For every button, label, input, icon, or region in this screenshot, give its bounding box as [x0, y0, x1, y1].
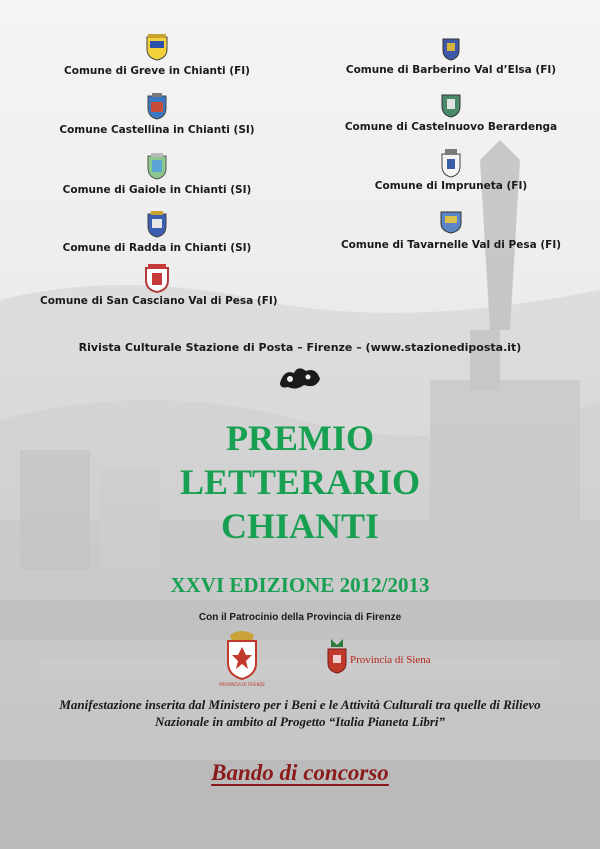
municipality-tavarnelle	[326, 210, 576, 251]
radda-crest-icon	[146, 210, 168, 238]
san-casciano-crest-icon	[144, 263, 170, 293]
greve-crest-icon	[145, 33, 169, 61]
provincia-firenze-logo	[219, 629, 265, 689]
ministry-text: Manifestazione inserita dal Ministero per i Beni e le Attività Culturali tra quelle di Rilievo Nazionale in ambito al Progetto “Italia Pianeta Libri”	[59, 697, 541, 729]
municipality-label: Comune di Gaiole in Chianti (SI)	[62, 184, 252, 196]
castelnuovo-crest-icon	[441, 92, 461, 118]
municipality-label: Comune di Greve in Chianti (FI)	[64, 65, 250, 77]
provincia-firenze-logo-text: PROVINCIA DI FIRENZE	[219, 682, 265, 687]
municipality-label: Comune di San Casciano Val di Pesa (FI)	[40, 295, 278, 307]
municipality-label: Comune di Castelnuovo Berardenga	[344, 121, 558, 133]
title-line-2: LETTERARIO	[179, 462, 421, 502]
municipality-impruneta	[326, 148, 576, 192]
municipality-castelnuovo	[326, 92, 576, 133]
edition-title: XXVI EDIZIONE 2012/2013	[170, 573, 430, 597]
municipality-label: Comune di Impruneta (FI)	[374, 180, 528, 192]
impruneta-crest-icon	[440, 148, 462, 178]
castellina-crest-icon	[146, 92, 168, 120]
municipality-castellina	[40, 92, 274, 136]
municipality-label: Comune di Tavarnelle Val di Pesa (FI)	[340, 239, 562, 251]
provincia-siena-label: Provincia di Siena	[350, 654, 431, 666]
municipality-barberino	[326, 37, 576, 76]
municipality-label: Comune Castellina in Chianti (SI)	[59, 124, 255, 136]
municipality-label: Comune di Barberino Val d’Elsa (FI)	[345, 64, 557, 76]
stazione-di-posta-logo-icon	[276, 363, 324, 393]
barberino-crest-icon	[442, 37, 460, 61]
patronage-text: Con il Patrocinio della Provincia di Firenze	[198, 612, 402, 623]
municipality-gaiole	[40, 152, 274, 196]
gaiole-crest-icon	[146, 152, 168, 180]
magazine-line: Rivista Culturale Stazione di Posta – Firenze – (www.stazionediposta.it)	[78, 341, 522, 354]
title-line-3: CHIANTI	[220, 506, 380, 546]
municipality-radda	[40, 210, 274, 254]
tavarnelle-crest-icon	[440, 210, 462, 234]
title-line-1: PREMIO	[226, 418, 374, 458]
municipality-san-casciano	[40, 263, 278, 307]
municipality-label: Comune di Radda in Chianti (SI)	[62, 242, 252, 254]
municipality-greve	[40, 33, 274, 77]
call-for-entries-title: Bando di concorso	[211, 760, 389, 785]
provincia-siena-logo	[326, 637, 348, 675]
